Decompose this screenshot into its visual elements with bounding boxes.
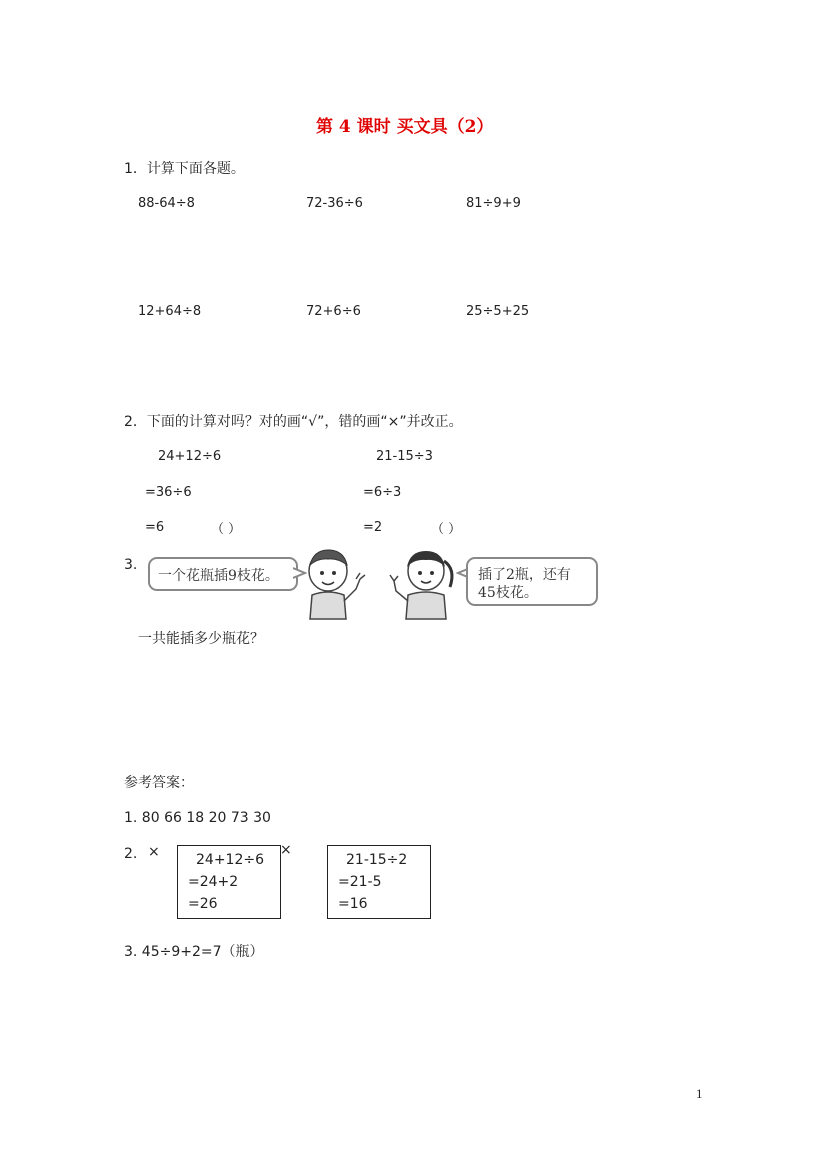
q1-heading: 1．计算下面各题。 [124,161,245,177]
q1-expr: 72-36÷6 [306,196,363,211]
q2-left-line: 24+12÷6 [158,449,222,464]
answer-2-box [177,845,281,919]
q1-expr: 88-64÷8 [138,196,195,211]
q2-right-blank: （ ） [431,522,462,537]
answer-3: 3. 45÷9+2=7（瓶） [124,944,264,960]
q1-expr: 25÷5+25 [466,304,530,319]
q3-number: 3. [124,557,138,573]
q2-right-line: =6÷3 [363,485,402,500]
boy-speech-text: 一个花瓶插9枝花。 [158,568,279,584]
answer-2-box-line: 24+12÷6 [196,852,264,868]
answer-2-box-line: =21-5 [338,874,382,890]
answer-2-mark: × [280,842,292,858]
boy-speech-bubble [148,557,298,591]
answer-2-mark: × [148,844,160,860]
page-title: 第 4 课时 买文具（2） [316,117,494,137]
q2-left-line: =36÷6 [145,485,192,500]
answer-1: 1. 80 66 18 20 73 30 [124,810,271,826]
girl-speech-bubble [466,557,598,606]
answer-2-box-line: =24+2 [188,874,239,890]
q2-left-line: =6 [145,520,165,535]
q2-heading: 2．下面的计算对吗？对的画“√”，错的画“×”并改正。 [124,414,463,430]
girl-speech-text-line1: 插了2瓶，还有 [478,567,571,583]
q2-right-line: =2 [363,520,383,535]
q1-expr: 72+6÷6 [306,304,361,319]
answers-heading: 参考答案： [124,775,194,791]
boy-illustration [298,545,372,621]
q2-right-line: 21-15÷3 [376,449,433,464]
answer-2-box-line: 21-15÷2 [346,852,408,868]
q2-left-blank: （ ） [211,522,242,537]
q1-expr: 81÷9+9 [466,196,521,211]
page-number: 1 [696,1086,703,1101]
q3-question: 一共能插多少瓶花？ [138,631,264,647]
answer-2-label: 2. [124,846,138,862]
q1-expr: 12+64÷8 [138,304,202,319]
answer-2-box-line: =26 [188,896,218,912]
answer-2-box [327,845,431,919]
answer-2-box-line: =16 [338,896,368,912]
girl-speech-text-line2: 45枝花。 [478,585,538,601]
girl-illustration [386,545,462,621]
